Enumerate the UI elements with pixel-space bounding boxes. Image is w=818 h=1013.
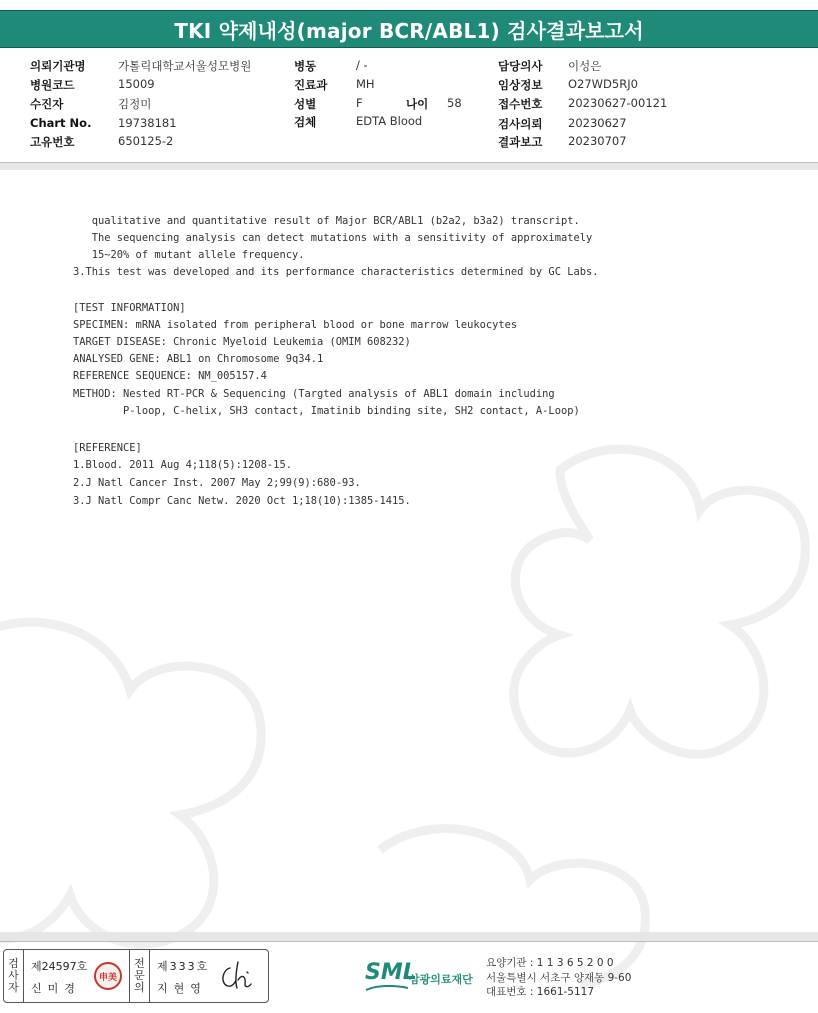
examiner-name: 신미경 bbox=[31, 982, 81, 995]
sml-logo bbox=[365, 956, 485, 1000]
foundation-name: 삼광의료재단 bbox=[409, 973, 473, 986]
signature-box bbox=[3, 949, 269, 1003]
label-clinical-info: 임상정보 bbox=[498, 78, 543, 92]
header-divider bbox=[0, 162, 818, 170]
specialist-header-char: 전 bbox=[134, 957, 145, 970]
label-sex: 성별 bbox=[294, 97, 317, 111]
handwritten-signature bbox=[216, 958, 256, 994]
label-patient: 수진자 bbox=[30, 97, 64, 111]
patient-info-panel bbox=[0, 52, 818, 162]
value-patient: 김정미 bbox=[118, 97, 152, 111]
value-unique-no: 650125-2 bbox=[118, 134, 174, 148]
label-physician: 담당의사 bbox=[498, 59, 543, 73]
lab-contact-info bbox=[486, 956, 631, 1000]
section-heading-test-information: [TEST INFORMATION] bbox=[73, 302, 186, 314]
body-line: 15~20% of mutant allele frequency. bbox=[73, 249, 305, 261]
label-test-request: 검사의뢰 bbox=[498, 117, 543, 131]
label-requesting-institution: 의뢰기관명 bbox=[30, 59, 86, 73]
body-line: REFERENCE SEQUENCE: NM_005157.4 bbox=[73, 370, 267, 382]
reference-item: 2.J Natl Cancer Inst. 2007 May 2;99(9):680-93. bbox=[73, 477, 361, 489]
lab-address: 서울특별시 서초구 양재동 9-60 bbox=[486, 971, 632, 984]
value-requesting-institution: 가톨릭대학교서울성모병원 bbox=[118, 59, 252, 73]
value-sex: F bbox=[356, 96, 363, 110]
lab-facility-code: 요양기관 : 1 1 3 6 5 2 0 0 bbox=[486, 957, 614, 969]
specialist-header-char: 의 bbox=[134, 981, 145, 994]
specialist-header-char: 문 bbox=[134, 969, 145, 982]
logo-swoosh bbox=[365, 984, 409, 992]
reference-item: 1.Blood. 2011 Aug 4;118(5):1208-15. bbox=[73, 459, 292, 471]
examiner-header-char: 검 bbox=[8, 957, 19, 970]
value-department: MH bbox=[356, 77, 375, 91]
value-age: 58 bbox=[447, 96, 462, 110]
seal-text: 申美 bbox=[98, 972, 117, 983]
examiner-seal-stamp bbox=[94, 962, 122, 990]
body-line: TARGET DISEASE: Chronic Myeloid Leukemia (OMIM 608232) bbox=[73, 336, 411, 348]
body-line: ANALYSED GENE: ABL1 on Chromosome 9q34.1 bbox=[73, 353, 324, 365]
value-hospital-code: 15009 bbox=[118, 77, 155, 91]
value-specimen: EDTA Blood bbox=[356, 114, 423, 128]
body-line: The sequencing analysis can detect mutations with a sensitivity of approximately bbox=[73, 232, 593, 244]
value-result-report: 20230707 bbox=[568, 134, 627, 148]
label-age: 나이 bbox=[406, 97, 429, 111]
specialist-license-no: 제333호 bbox=[157, 960, 210, 973]
value-test-request: 20230627 bbox=[568, 116, 627, 130]
body-line: SPECIMEN: mRNA isolated from peripheral blood or bone marrow leukocytes bbox=[73, 319, 518, 331]
label-hospital-code: 병원코드 bbox=[30, 78, 75, 92]
value-ward: / - bbox=[356, 58, 368, 72]
body-line: qualitative and quantitative result of Major BCR/ABL1 (b2a2, b3a2) transcript. bbox=[73, 215, 580, 227]
value-receipt-no: 20230627-00121 bbox=[568, 96, 668, 110]
label-unique-no: 고유번호 bbox=[30, 135, 75, 149]
examiner-signature bbox=[24, 950, 130, 1002]
value-chart-no: 19738181 bbox=[118, 116, 177, 130]
footer-divider bbox=[0, 932, 818, 942]
reference-item: 3.J Natl Compr Canc Netw. 2020 Oct 1;18(10):1385-1415. bbox=[73, 495, 411, 507]
label-specimen: 검체 bbox=[294, 115, 317, 129]
label-receipt-no: 접수번호 bbox=[498, 97, 543, 111]
specialist-name: 지현영 bbox=[157, 982, 207, 995]
specialist-signature bbox=[150, 950, 268, 1002]
section-heading-reference: [REFERENCE] bbox=[73, 442, 142, 454]
report-title-bar bbox=[0, 10, 818, 48]
logo-text: SML bbox=[365, 960, 417, 985]
examiner-header-char: 자 bbox=[8, 981, 19, 994]
label-chart-no: Chart No. bbox=[30, 116, 92, 130]
body-line: METHOD: Nested RT-PCR & Sequencing (Targted analysis of ABL1 domain including bbox=[73, 388, 555, 400]
report-title: TKI 약제내성(major BCR/ABL1) 검사결과보고서 bbox=[174, 18, 644, 43]
specialist-header bbox=[130, 950, 150, 1002]
examiner-header bbox=[4, 950, 24, 1002]
body-line: 3.This test was developed and its performance characteristics determined by GC Labs. bbox=[73, 266, 599, 278]
examiner-header-char: 사 bbox=[8, 969, 19, 982]
label-result-report: 결과보고 bbox=[498, 135, 543, 149]
examiner-license-no: 제24597호 bbox=[31, 960, 88, 973]
label-ward: 병동 bbox=[294, 59, 317, 73]
value-clinical-info: O27WD5RJ0 bbox=[568, 77, 638, 91]
value-physician: 이성은 bbox=[568, 59, 602, 73]
body-line: P-loop, C-helix, SH3 contact, Imatinib binding site, SH2 contact, A-Loop) bbox=[73, 405, 580, 417]
lab-phone: 대표번호 : 1661-5117 bbox=[486, 986, 595, 998]
label-department: 진료과 bbox=[294, 78, 328, 92]
